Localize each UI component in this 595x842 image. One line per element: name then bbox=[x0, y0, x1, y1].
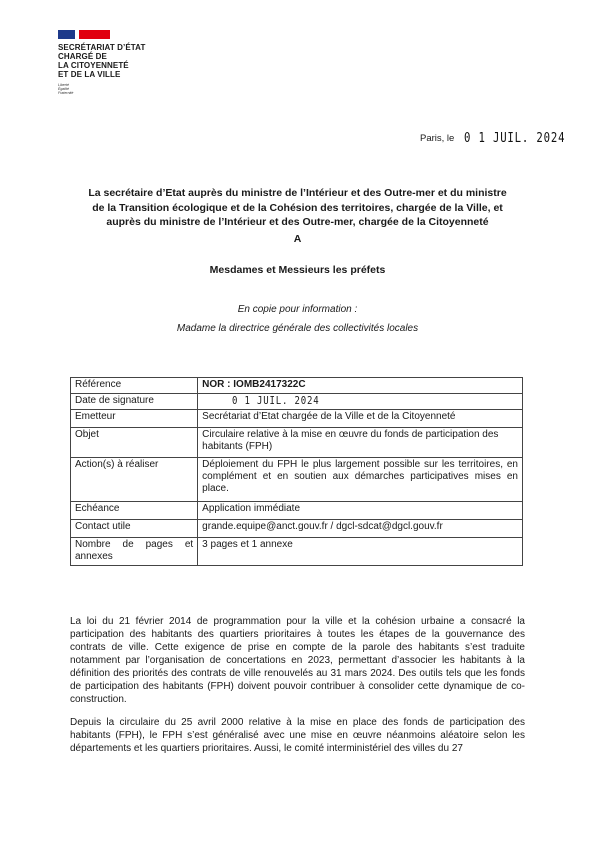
row-value-actions: Déploiement du FPH le plus largement possible sur les territoires, en complément et en soutien aux démarches participatives mises en place. bbox=[198, 458, 523, 502]
title-to: A bbox=[293, 233, 302, 245]
signature-date-stamp: 0 1 JUIL. 2024 bbox=[232, 394, 320, 407]
table-row bbox=[71, 458, 523, 502]
circular-summary-table bbox=[70, 377, 523, 566]
title-line-2: de la Transition écologique et de la Cohésion des territoires, chargée de la Ville, et bbox=[92, 202, 503, 214]
marianne-flag-icon bbox=[58, 30, 110, 39]
recipients: Mesdames et Messieurs les préfets bbox=[209, 264, 386, 276]
table-row bbox=[71, 428, 523, 458]
table-row bbox=[71, 394, 523, 410]
row-value-pages: 3 pages et 1 annexe bbox=[198, 538, 523, 566]
motto-liberte: Liberté bbox=[58, 83, 69, 87]
logo-line-2: CHARGÉ DE bbox=[58, 52, 107, 61]
title-line-1: La secrétaire d’Etat auprès du ministre de l’Intérieur et des Outre-mer et du ministre bbox=[88, 187, 507, 199]
row-label: Emetteur bbox=[71, 410, 198, 428]
body-paragraph-1: La loi du 21 février 2014 de programmation pour la ville et la cohésion urbaine a consacré la participation des habitants des quartiers prioritaires à toutes les étapes de la gouvernance des contrats de ville. Cette exigence de prise en compte de la parole des habitants s’est traduite notamment par l’organisation de concertations en 2023, permettant d’associer les habitants à la définition des priorités des contrats de ville renouvelés au 31 mars 2024. Des outils tels que les fonds de participation des habitants (FPH) doivent pouvoir contribuer à consolider cette dynamique de co-construction. bbox=[70, 616, 525, 705]
row-value-date bbox=[198, 394, 523, 410]
date-stamp: 0 1 JUIL. 2024 bbox=[464, 131, 566, 146]
republic-motto bbox=[58, 83, 73, 96]
row-value-emitter: Secrétariat d’Etat chargée de la Ville et de la Citoyenneté bbox=[198, 410, 523, 428]
logo-line-1: SECRÉTARIAT D’ÉTAT bbox=[58, 43, 146, 52]
table-row bbox=[71, 538, 523, 566]
table-row bbox=[71, 410, 523, 428]
row-label: Echéance bbox=[71, 502, 198, 520]
row-label: Contact utile bbox=[71, 520, 198, 538]
row-value-reference: NOR : IOMB2417322C bbox=[198, 378, 523, 394]
logo-line-3: LA CITOYENNETÉ bbox=[58, 61, 129, 70]
title-line-3: auprès du ministre de l’Intérieur et des Outre-mer, chargée de la Citoyenneté bbox=[106, 216, 489, 228]
body-paragraph-2: Depuis la circulaire du 25 avril 2000 relative à la mise en place des fonds de participation des habitants (FPH), le FPH s’est généralisé avec une mise en œuvre néanmoins aléatoire selon les départements et les quartiers prioritaires. Aussi, le comité interministériel des villes du 27 bbox=[70, 717, 525, 754]
motto-egalite: Égalité bbox=[58, 87, 69, 92]
logo-line-4: ET DE LA VILLE bbox=[58, 70, 121, 79]
row-value-deadline: Application immédiate bbox=[198, 502, 523, 520]
row-label: Date de signature bbox=[71, 394, 198, 410]
motto-fraternite: Fraternité bbox=[58, 91, 74, 96]
row-label: Action(s) à réaliser bbox=[71, 458, 198, 502]
copy-label: En copie pour information : bbox=[237, 304, 358, 315]
table-row bbox=[71, 502, 523, 520]
copy-recipient: Madame la directrice générale des collectivités locales bbox=[176, 323, 419, 334]
date-label: Paris, le bbox=[420, 133, 455, 144]
row-label: Objet bbox=[71, 428, 198, 458]
row-label: Référence bbox=[71, 378, 198, 394]
row-value-object: Circulaire relative à la mise en œuvre du fonds de participation des habitants (FPH) bbox=[198, 428, 523, 458]
row-value-contact: grande.equipe@anct.gouv.fr / dgcl-sdcat@dgcl.gouv.fr bbox=[198, 520, 523, 538]
table-row bbox=[71, 378, 523, 394]
table-row bbox=[71, 520, 523, 538]
row-label: Nombre de pages et annexes bbox=[71, 538, 198, 566]
